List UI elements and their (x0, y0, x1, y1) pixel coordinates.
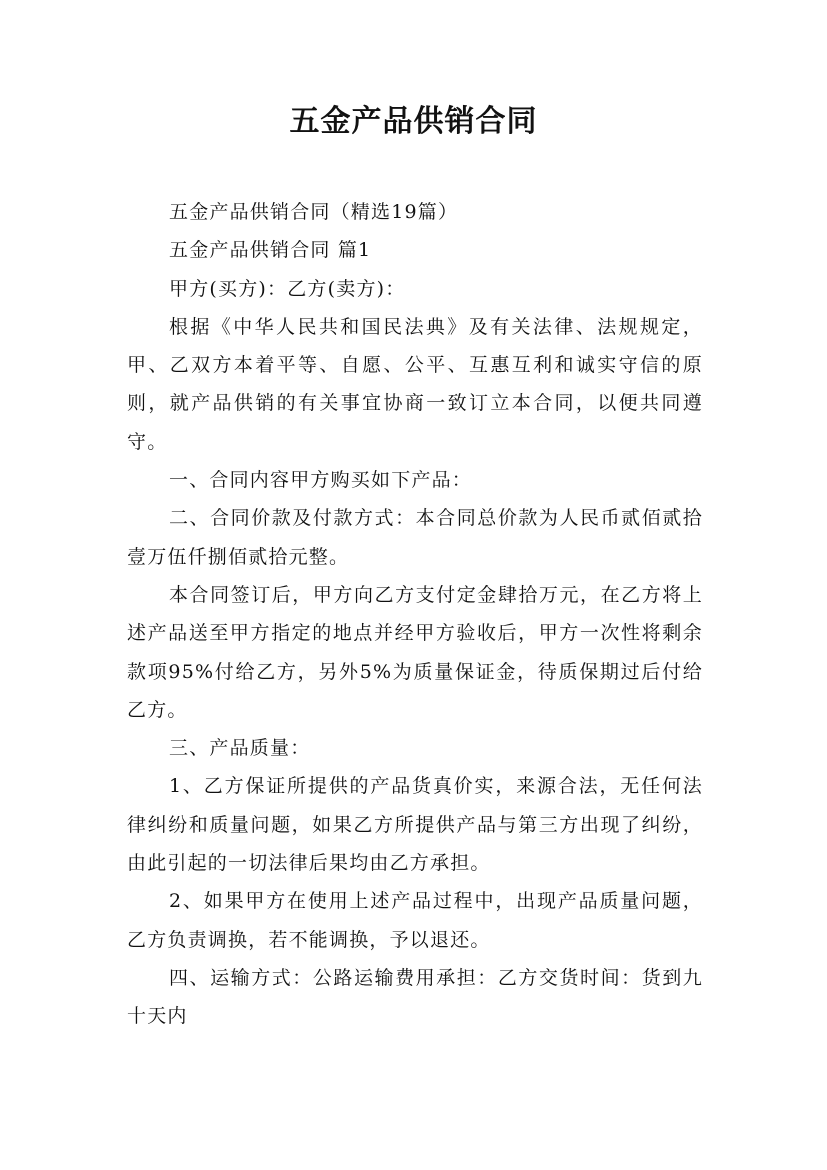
paragraph-clause-1: 一、合同内容甲方购买如下产品： (169, 469, 473, 492)
document-body (127, 193, 703, 1036)
paragraph-payment-terms: 本合同签订后，甲方向乙方支付定金肆拾万元，在乙方将上述产品送至甲方指定的地点并经甲方验收后，甲方一次性将剩余款项95%付给乙方，另外5%为质量保证金，待质保期过后付给乙方。 (127, 583, 703, 721)
paragraph-parties: 甲方(买方)：乙方(卖方)： (169, 277, 406, 300)
paragraph-section-heading: 五金产品供销合同 篇1 (169, 239, 372, 262)
paragraph-clause-3: 三、产品质量： (169, 737, 311, 760)
document-title: 五金产品供销合同 (289, 104, 538, 139)
paragraph-preamble: 根据《中华人民共和国民法典》及有关法律、法规规定，甲、乙双方本着平等、自愿、公平、互惠互利和诚实守信的原则，就产品供销的有关事宜协商一致订立本合同，以便共同遵守。 (127, 315, 703, 453)
paragraph-subtitle: 五金产品供销合同（精选19篇） (169, 201, 459, 223)
paragraph-quality-1: 1、乙方保证所提供的产品货真价实，来源合法，无任何法律纠纷和质量问题，如果乙方所提供产品与第三方出现了纠纷，由此引起的一切法律后果均由乙方承担。 (127, 775, 703, 875)
paragraph-quality-2: 2、如果甲方在使用上述产品过程中，出现产品质量问题，乙方负责调换，若不能调换，予以退还。 (127, 890, 703, 951)
paragraph-clause-4: 四、运输方式：公路运输费用承担：乙方交货时间：货到九十天内 (127, 966, 703, 1028)
paragraph-clause-2: 二、合同价款及付款方式：本合同总价款为人民币贰佰贰拾壹万伍仟捌佰贰拾元整。 (127, 507, 703, 568)
